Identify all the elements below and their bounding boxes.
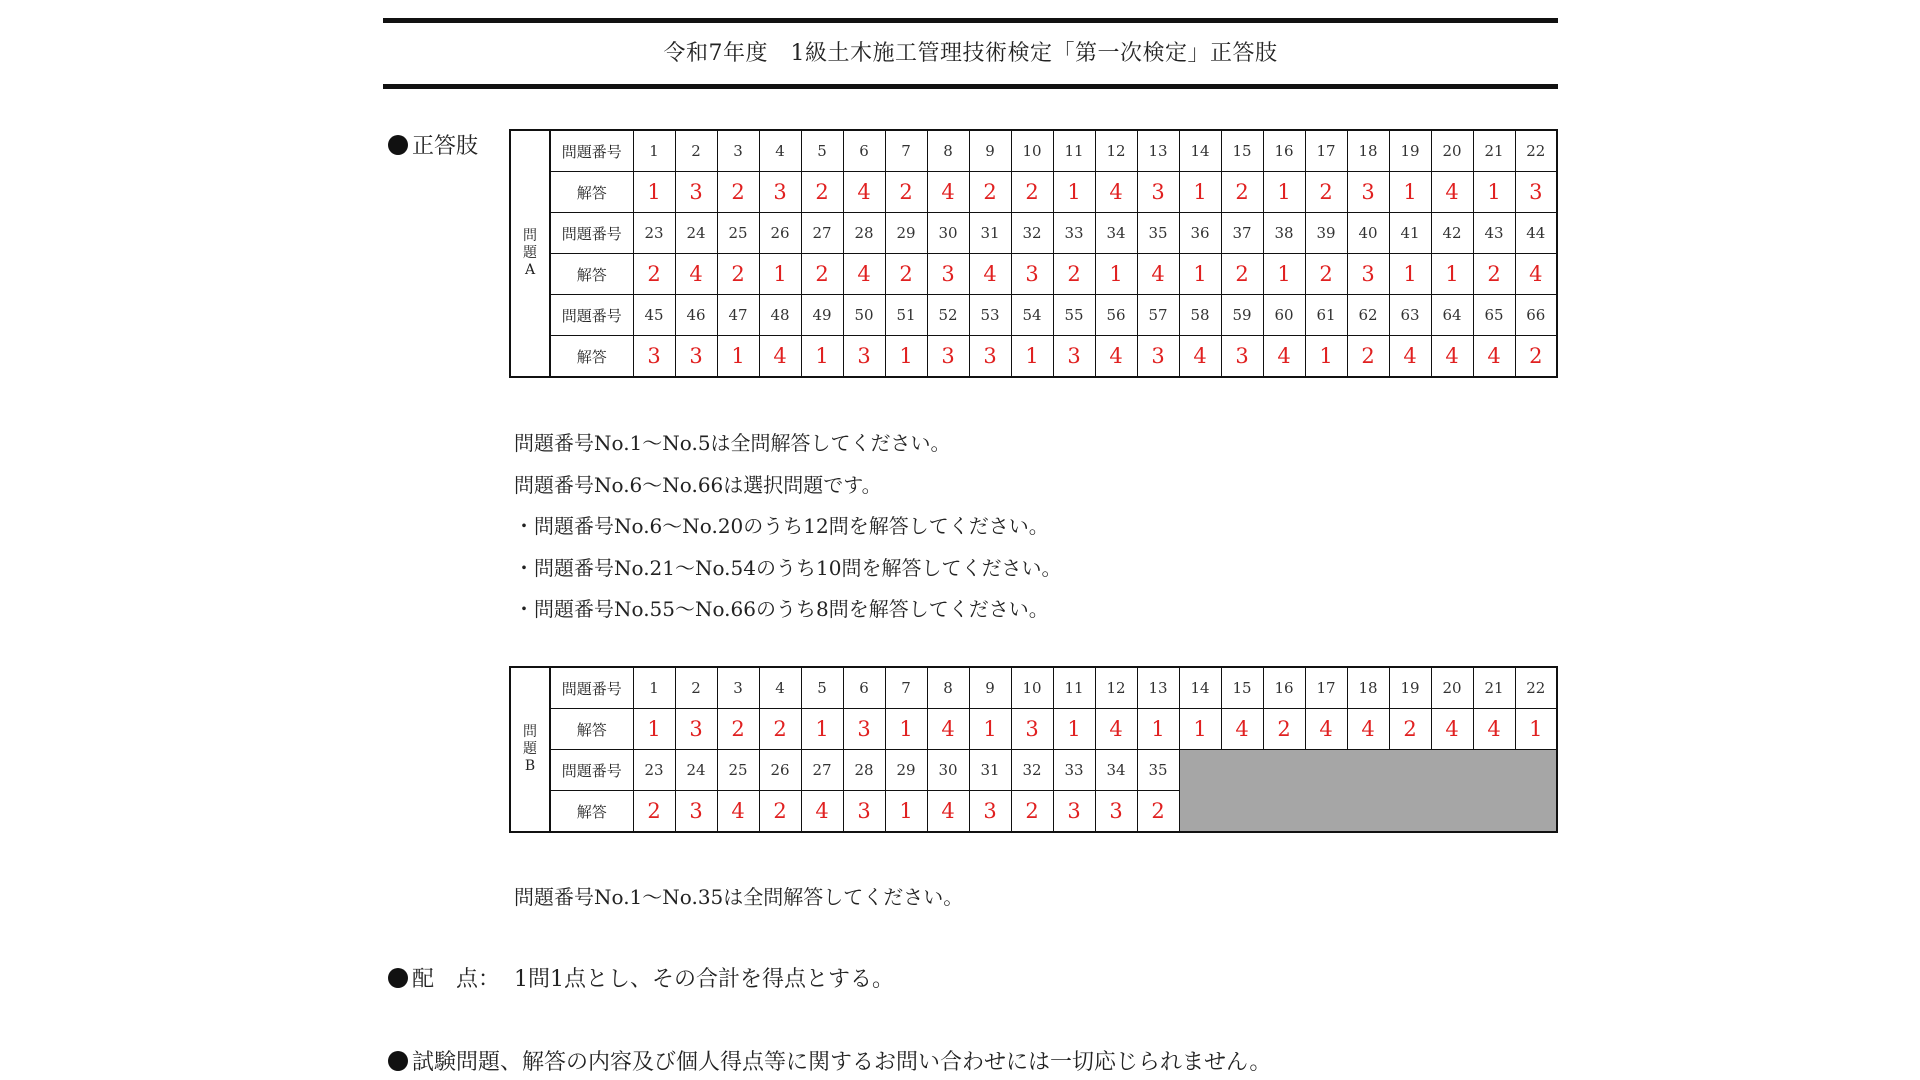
question-number-cell: 12 [1095,667,1137,709]
answer-header: 解答 [550,254,633,295]
question-number-cell: 58 [1179,295,1221,336]
answer-cell: 3 [675,791,717,833]
section-answers-label: 正答肢 [412,134,479,159]
question-number-cell: 6 [843,667,885,709]
answer-cell: 4 [1431,336,1473,378]
question-number-cell: 18 [1347,130,1389,172]
question-number-cell: 42 [1431,213,1473,254]
question-number-cell: 17 [1305,130,1347,172]
question-number-cell: 35 [1137,213,1179,254]
question-number-cell: 9 [969,130,1011,172]
question-number-cell: 14 [1179,667,1221,709]
answer-cell: 4 [675,254,717,295]
answer-cell: 3 [927,254,969,295]
question-number-cell: 10 [1011,130,1053,172]
answer-row [510,172,1557,213]
group-label-char: 題 [523,741,537,757]
answer-cell: 4 [1473,336,1515,378]
question-number-cell: 59 [1221,295,1263,336]
question-number-cell: 31 [969,750,1011,791]
answer-cell: 2 [759,709,801,750]
answer-cell: 4 [1179,336,1221,378]
answer-cell: 1 [1137,709,1179,750]
scoring-text: 1問1点とし、その合計を得点とする。 [514,967,895,992]
answer-cell: 3 [1221,336,1263,378]
answer-cell: 3 [675,709,717,750]
question-number-row [510,295,1557,336]
answer-header: 解答 [550,709,633,750]
question-number-cell: 21 [1473,130,1515,172]
question-number-cell: 5 [801,667,843,709]
question-number-cell: 15 [1221,130,1263,172]
answer-cell: 4 [969,254,1011,295]
question-number-cell: 9 [969,667,1011,709]
question-number-cell: 26 [759,213,801,254]
answer-cell: 3 [1137,172,1179,213]
answer-cell: 1 [633,709,675,750]
question-number-cell: 15 [1221,667,1263,709]
question-number-cell: 14 [1179,130,1221,172]
answer-cell: 4 [1263,336,1305,378]
answer-cell: 4 [1515,254,1557,295]
note-a-5: ・問題番号No.55～No.66のうち8問を解答してください。 [514,597,1049,621]
question-number-cell: 25 [717,213,759,254]
question-number-cell: 53 [969,295,1011,336]
question-number-cell: 8 [927,667,969,709]
group-label-char: A [524,262,536,278]
answer-table-b [509,666,1558,833]
answer-cell: 1 [1011,336,1053,378]
answer-cell: 4 [1431,709,1473,750]
answer-cell: 4 [801,791,843,833]
answer-cell: 3 [1011,254,1053,295]
question-number-row [510,667,1557,709]
answer-cell: 3 [843,336,885,378]
question-number-cell: 38 [1263,213,1305,254]
question-number-cell: 5 [801,130,843,172]
answer-row [510,709,1557,750]
answer-cell: 2 [759,791,801,833]
answer-cell: 3 [1053,791,1095,833]
answer-cell: 4 [1305,709,1347,750]
answer-cell: 2 [717,709,759,750]
question-number-cell: 30 [927,213,969,254]
answer-cell: 2 [717,172,759,213]
question-number-cell: 2 [675,667,717,709]
question-number-cell: 51 [885,295,927,336]
answer-cell: 3 [1137,336,1179,378]
answer-cell: 2 [1389,709,1431,750]
answer-cell: 3 [1515,172,1557,213]
answer-row [510,336,1557,378]
question-number-cell: 57 [1137,295,1179,336]
question-number-cell: 20 [1431,667,1473,709]
answer-cell: 2 [1305,254,1347,295]
note-b: 問題番号No.1～No.35は全問解答してください。 [514,885,964,909]
question-number-cell: 30 [927,750,969,791]
answer-cell: 2 [633,791,675,833]
question-number-cell: 7 [885,130,927,172]
empty-shaded-area [1179,750,1557,833]
answer-cell: 1 [801,709,843,750]
answer-table-a [509,129,1558,378]
question-number-cell: 1 [633,667,675,709]
question-number-cell: 49 [801,295,843,336]
question-number-cell: 39 [1305,213,1347,254]
question-number-cell: 2 [675,130,717,172]
question-number-header: 問題番号 [550,750,633,791]
question-number-cell: 66 [1515,295,1557,336]
question-number-cell: 33 [1053,213,1095,254]
disclaimer-text: 試験問題、解答の内容及び個人得点等に関するお問い合わせには一切応じられません。 [412,1050,1272,1075]
answer-cell: 1 [1389,254,1431,295]
question-number-cell: 16 [1263,130,1305,172]
answer-row [510,254,1557,295]
question-number-cell: 21 [1473,667,1515,709]
question-number-row [510,750,1557,791]
answer-cell: 3 [969,336,1011,378]
note-a-3: ・問題番号No.6～No.20のうち12問を解答してください。 [514,514,1049,538]
answer-cell: 2 [1221,254,1263,295]
answer-header: 解答 [550,172,633,213]
header-rule-top [383,18,1558,23]
question-number-header: 問題番号 [550,130,633,172]
answer-cell: 2 [1473,254,1515,295]
question-number-cell: 20 [1431,130,1473,172]
question-number-row [510,213,1557,254]
answer-cell: 1 [1473,172,1515,213]
answer-cell: 3 [969,791,1011,833]
question-number-cell: 28 [843,750,885,791]
question-number-cell: 19 [1389,130,1431,172]
answer-cell: 2 [1263,709,1305,750]
answer-cell: 4 [717,791,759,833]
answer-cell: 1 [969,709,1011,750]
answer-cell: 4 [1095,336,1137,378]
question-number-cell: 27 [801,213,843,254]
answer-cell: 4 [1473,709,1515,750]
answer-cell: 3 [759,172,801,213]
question-number-cell: 36 [1179,213,1221,254]
answer-cell: 4 [927,791,969,833]
question-number-cell: 40 [1347,213,1389,254]
section-disclaimer [388,1045,1271,1076]
answer-cell: 1 [1179,709,1221,750]
question-number-cell: 8 [927,130,969,172]
answer-cell: 3 [1347,254,1389,295]
question-number-cell: 61 [1305,295,1347,336]
question-number-cell: 26 [759,750,801,791]
group-label-char: 題 [523,245,537,261]
bullet-icon [388,1051,408,1071]
answer-cell: 1 [801,336,843,378]
question-number-cell: 32 [1011,750,1053,791]
note-a-1: 問題番号No.1～No.5は全問解答してください。 [514,431,951,455]
answer-cell: 4 [843,172,885,213]
header-rule-bottom [383,84,1558,89]
question-number-header: 問題番号 [550,295,633,336]
question-number-cell: 13 [1137,667,1179,709]
answer-cell: 4 [1095,709,1137,750]
question-number-cell: 35 [1137,750,1179,791]
question-number-cell: 47 [717,295,759,336]
answer-cell: 2 [801,254,843,295]
question-number-cell: 17 [1305,667,1347,709]
section-scoring [388,962,894,993]
bullet-icon [388,135,408,155]
question-number-cell: 16 [1263,667,1305,709]
question-number-cell: 10 [1011,667,1053,709]
bullet-icon [388,968,408,988]
answer-cell: 2 [1515,336,1557,378]
answer-cell: 2 [1011,791,1053,833]
answer-cell: 2 [633,254,675,295]
question-number-cell: 55 [1053,295,1095,336]
answer-cell: 3 [675,172,717,213]
answer-cell: 1 [759,254,801,295]
group-label-char: B [524,758,536,774]
answer-cell: 1 [1515,709,1557,750]
group-label [510,130,550,377]
question-number-cell: 18 [1347,667,1389,709]
question-number-cell: 29 [885,213,927,254]
question-number-cell: 25 [717,750,759,791]
scoring-label: 配 点： [412,967,501,992]
document-title: 令和7年度 1級土木施工管理技術検定「第一次検定」正答肢 [663,41,1278,66]
question-number-cell: 11 [1053,130,1095,172]
question-number-cell: 52 [927,295,969,336]
question-number-cell: 64 [1431,295,1473,336]
answer-cell: 1 [1263,254,1305,295]
question-number-cell: 4 [759,130,801,172]
answer-cell: 3 [633,336,675,378]
question-number-cell: 41 [1389,213,1431,254]
answer-cell: 2 [1053,254,1095,295]
answer-cell: 3 [1347,172,1389,213]
answer-cell: 3 [1011,709,1053,750]
answer-cell: 1 [885,336,927,378]
answer-cell: 2 [801,172,843,213]
answer-cell: 1 [1305,336,1347,378]
answer-cell: 2 [885,254,927,295]
answer-cell: 2 [1137,791,1179,833]
answer-cell: 3 [1095,791,1137,833]
answer-cell: 1 [1179,254,1221,295]
answer-cell: 4 [927,172,969,213]
question-number-cell: 23 [633,750,675,791]
answer-cell: 3 [927,336,969,378]
question-number-cell: 28 [843,213,885,254]
answer-cell: 4 [843,254,885,295]
question-number-cell: 23 [633,213,675,254]
question-number-cell: 27 [801,750,843,791]
question-number-cell: 32 [1011,213,1053,254]
answer-cell: 1 [1053,709,1095,750]
answer-cell: 1 [1389,172,1431,213]
answer-cell: 2 [1221,172,1263,213]
answer-cell: 4 [1221,709,1263,750]
note-a-4: ・問題番号No.21～No.54のうち10問を解答してください。 [514,556,1062,580]
question-number-cell: 62 [1347,295,1389,336]
question-number-cell: 3 [717,130,759,172]
question-number-cell: 19 [1389,667,1431,709]
question-number-cell: 12 [1095,130,1137,172]
answer-cell: 2 [885,172,927,213]
question-number-cell: 63 [1389,295,1431,336]
question-number-row [510,130,1557,172]
question-number-cell: 34 [1095,213,1137,254]
question-number-cell: 37 [1221,213,1263,254]
question-number-cell: 24 [675,213,717,254]
answer-cell: 1 [1095,254,1137,295]
answer-cell: 1 [1263,172,1305,213]
question-number-cell: 6 [843,130,885,172]
question-number-cell: 44 [1515,213,1557,254]
question-number-cell: 22 [1515,667,1557,709]
question-number-cell: 31 [969,213,1011,254]
question-number-cell: 24 [675,750,717,791]
answer-cell: 1 [885,709,927,750]
section-answers [388,129,478,160]
answer-cell: 2 [1347,336,1389,378]
question-number-cell: 1 [633,130,675,172]
answer-cell: 2 [717,254,759,295]
answer-cell: 4 [1137,254,1179,295]
answer-header: 解答 [550,791,633,833]
answer-cell: 3 [675,336,717,378]
question-number-cell: 7 [885,667,927,709]
question-number-cell: 48 [759,295,801,336]
group-label-char: 問 [523,724,537,740]
answer-cell: 4 [1095,172,1137,213]
question-number-cell: 46 [675,295,717,336]
answer-cell: 4 [759,336,801,378]
note-a-2: 問題番号No.6～No.66は選択問題です。 [514,473,882,497]
question-number-cell: 43 [1473,213,1515,254]
answer-cell: 4 [927,709,969,750]
answer-cell: 1 [717,336,759,378]
question-number-cell: 29 [885,750,927,791]
question-number-cell: 50 [843,295,885,336]
answer-cell: 2 [969,172,1011,213]
group-label-char: 問 [523,228,537,244]
question-number-cell: 65 [1473,295,1515,336]
answer-cell: 1 [633,172,675,213]
answer-cell: 4 [1431,172,1473,213]
question-number-cell: 22 [1515,130,1557,172]
answer-cell: 1 [1053,172,1095,213]
question-number-cell: 11 [1053,667,1095,709]
answer-cell: 3 [843,709,885,750]
question-number-cell: 56 [1095,295,1137,336]
question-number-cell: 33 [1053,750,1095,791]
answer-cell: 1 [1179,172,1221,213]
answer-cell: 2 [1011,172,1053,213]
group-label [510,667,550,832]
question-number-cell: 3 [717,667,759,709]
question-number-cell: 45 [633,295,675,336]
answer-cell: 1 [1431,254,1473,295]
answer-header: 解答 [550,336,633,378]
answer-cell: 4 [1347,709,1389,750]
answer-cell: 3 [843,791,885,833]
question-number-cell: 13 [1137,130,1179,172]
question-number-header: 問題番号 [550,213,633,254]
question-number-header: 問題番号 [550,667,633,709]
question-number-cell: 4 [759,667,801,709]
answer-cell: 4 [1389,336,1431,378]
question-number-cell: 54 [1011,295,1053,336]
answer-cell: 3 [1053,336,1095,378]
question-number-cell: 34 [1095,750,1137,791]
answer-cell: 2 [1305,172,1347,213]
question-number-cell: 60 [1263,295,1305,336]
answer-cell: 1 [885,791,927,833]
